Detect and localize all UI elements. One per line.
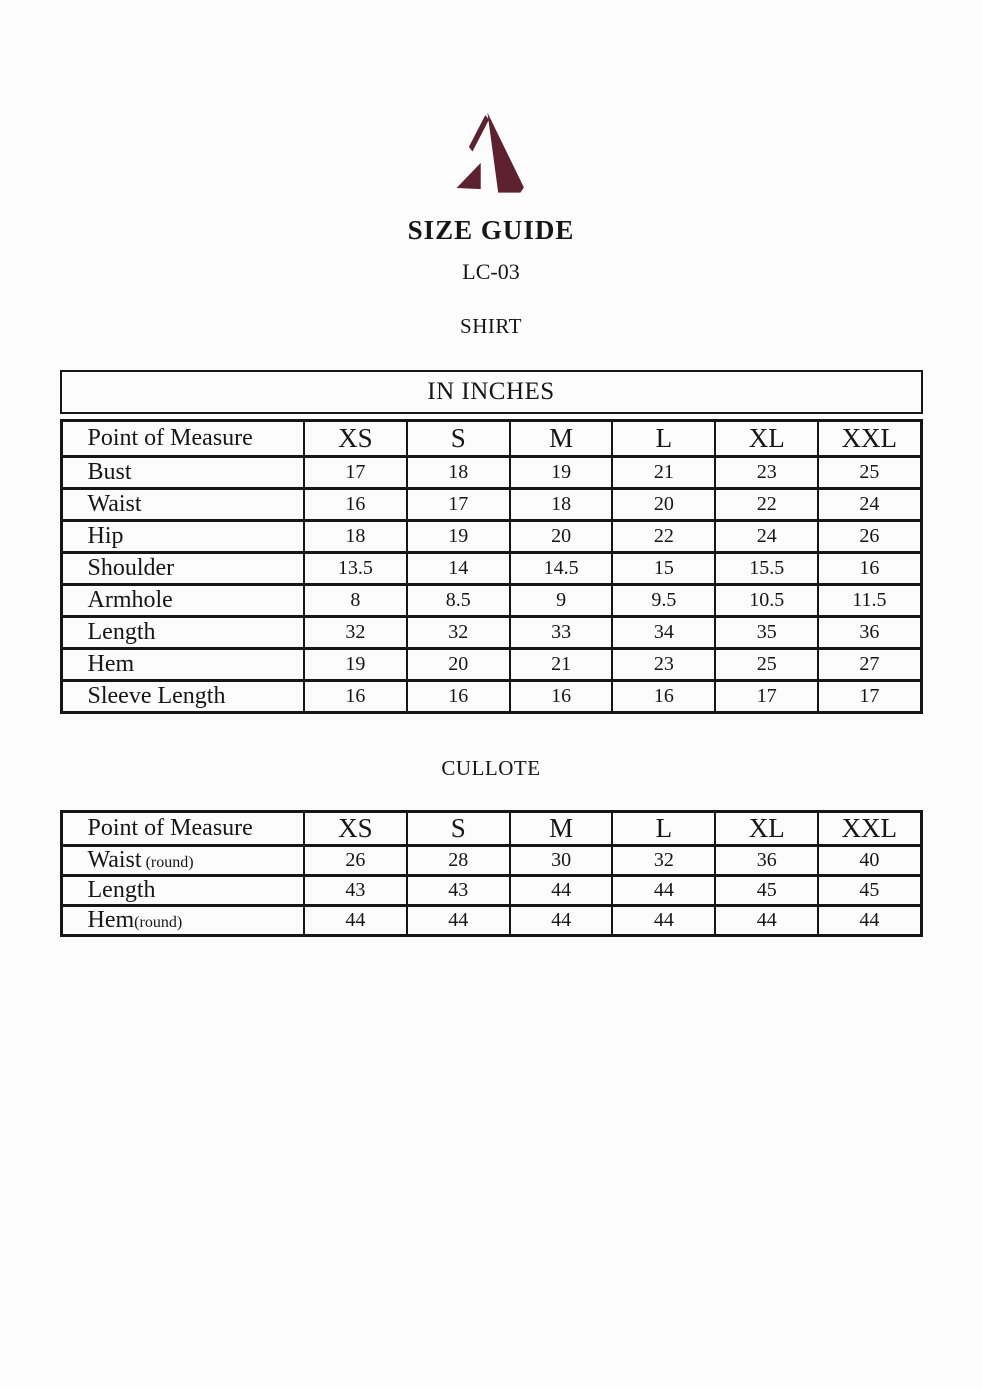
cell-value: 11.5 [818, 585, 921, 617]
table-row [61, 906, 921, 936]
cell-value: 8 [304, 585, 407, 617]
cullote-heading: CULLOTE [441, 756, 541, 780]
row-label-hem: Hem [61, 649, 304, 681]
cell-value: 44 [612, 906, 715, 936]
cell-value: 13.5 [304, 553, 407, 585]
cullote-size-table [60, 810, 923, 937]
cell-value: 20 [407, 649, 510, 681]
cell-value: 32 [612, 846, 715, 876]
cell-value: 9.5 [612, 585, 715, 617]
cell-value: 17 [407, 489, 510, 521]
cell-value: 15.5 [715, 553, 818, 585]
column-header-xxl: XXL [818, 812, 921, 846]
page-title: SIZE GUIDE [407, 215, 575, 245]
row-label-text: Length [87, 877, 156, 903]
brand-logo [455, 0, 527, 193]
cell-value: 44 [510, 876, 613, 906]
cell-value: 26 [818, 521, 921, 553]
row-label-bust: Bust [61, 457, 304, 489]
row-label-sleeve-length: Sleeve Length [61, 681, 304, 713]
cell-value: 22 [612, 521, 715, 553]
table-row [61, 457, 921, 489]
cell-value: 18 [510, 489, 613, 521]
row-label-shoulder: Shoulder [61, 553, 304, 585]
table-row [61, 553, 921, 585]
cell-value: 16 [304, 489, 407, 521]
cell-value: 21 [612, 457, 715, 489]
row-label-text: Waist [87, 847, 142, 873]
cell-value: 15 [612, 553, 715, 585]
row-label-armhole: Armhole [61, 585, 304, 617]
table-row [61, 489, 921, 521]
column-header-m: M [510, 421, 613, 457]
cell-value: 44 [715, 906, 818, 936]
row-label-waist-round [61, 846, 304, 876]
row-label-suffix: (round) [141, 854, 194, 871]
cell-value: 43 [407, 876, 510, 906]
row-label-waist: Waist [61, 489, 304, 521]
cell-value: 14 [407, 553, 510, 585]
cell-value: 20 [510, 521, 613, 553]
cell-value: 17 [715, 681, 818, 713]
cell-value: 28 [407, 846, 510, 876]
cell-value: 16 [612, 681, 715, 713]
cell-value: 19 [510, 457, 613, 489]
column-header-l: L [612, 812, 715, 846]
cell-value: 33 [510, 617, 613, 649]
cell-value: 17 [818, 681, 921, 713]
row-label-length: Length [61, 617, 304, 649]
column-header-measure: Point of Measure [61, 421, 304, 457]
table-row [61, 649, 921, 681]
column-header-m: M [510, 812, 613, 846]
cell-value: 44 [510, 906, 613, 936]
table-row [61, 521, 921, 553]
row-label-hem-round [61, 906, 304, 936]
cell-value: 35 [715, 617, 818, 649]
cell-value: 18 [304, 521, 407, 553]
cell-value: 19 [407, 521, 510, 553]
cell-value: 14.5 [510, 553, 613, 585]
cell-value: 36 [715, 846, 818, 876]
cell-value: 8.5 [407, 585, 510, 617]
table-row [61, 585, 921, 617]
cell-value: 36 [818, 617, 921, 649]
row-label-length [61, 876, 304, 906]
a-monogram-icon [455, 108, 527, 193]
cell-value: 16 [510, 681, 613, 713]
table-row [61, 876, 921, 906]
cell-value: 30 [510, 846, 613, 876]
shirt-size-table [60, 419, 923, 714]
cell-value: 45 [818, 876, 921, 906]
cell-value: 17 [304, 457, 407, 489]
shirt-heading: SHIRT [460, 314, 522, 338]
cell-value: 27 [818, 649, 921, 681]
cell-value: 9 [510, 585, 613, 617]
column-header-l: L [612, 421, 715, 457]
column-header-xl: XL [715, 812, 818, 846]
row-label-text: Hem [87, 907, 135, 933]
column-header-measure: Point of Measure [61, 812, 304, 846]
unit-banner: IN INCHES [60, 370, 923, 414]
cell-value: 23 [612, 649, 715, 681]
cell-value: 25 [818, 457, 921, 489]
cell-value: 45 [715, 876, 818, 906]
cell-value: 32 [304, 617, 407, 649]
cell-value: 32 [407, 617, 510, 649]
cell-value: 16 [304, 681, 407, 713]
cell-value: 24 [818, 489, 921, 521]
cell-value: 16 [818, 553, 921, 585]
row-label-suffix: (round) [134, 914, 183, 931]
cell-value: 26 [304, 846, 407, 876]
cell-value: 24 [715, 521, 818, 553]
cell-value: 34 [612, 617, 715, 649]
table-header-row [61, 421, 921, 457]
column-header-xl: XL [715, 421, 818, 457]
cell-value: 23 [715, 457, 818, 489]
cell-value: 44 [612, 876, 715, 906]
cell-value: 19 [304, 649, 407, 681]
column-header-xxl: XXL [818, 421, 921, 457]
cell-value: 10.5 [715, 585, 818, 617]
table-row [61, 846, 921, 876]
content-area [60, 370, 923, 714]
column-header-xs: XS [304, 812, 407, 846]
content-area-cullote [60, 810, 923, 937]
column-header-xs: XS [304, 421, 407, 457]
cell-value: 22 [715, 489, 818, 521]
cell-value: 44 [304, 906, 407, 936]
cell-value: 44 [407, 906, 510, 936]
cell-value: 20 [612, 489, 715, 521]
column-header-s: S [407, 421, 510, 457]
cell-value: 16 [407, 681, 510, 713]
cell-value: 40 [818, 846, 921, 876]
cell-value: 18 [407, 457, 510, 489]
style-code: LC-03 [462, 259, 520, 284]
row-label-hip: Hip [61, 521, 304, 553]
cell-value: 43 [304, 876, 407, 906]
table-header-row [61, 812, 921, 846]
cell-value: 25 [715, 649, 818, 681]
column-header-s: S [407, 812, 510, 846]
cell-value: 44 [818, 906, 921, 936]
table-row [61, 617, 921, 649]
table-row [61, 681, 921, 713]
cell-value: 21 [510, 649, 613, 681]
